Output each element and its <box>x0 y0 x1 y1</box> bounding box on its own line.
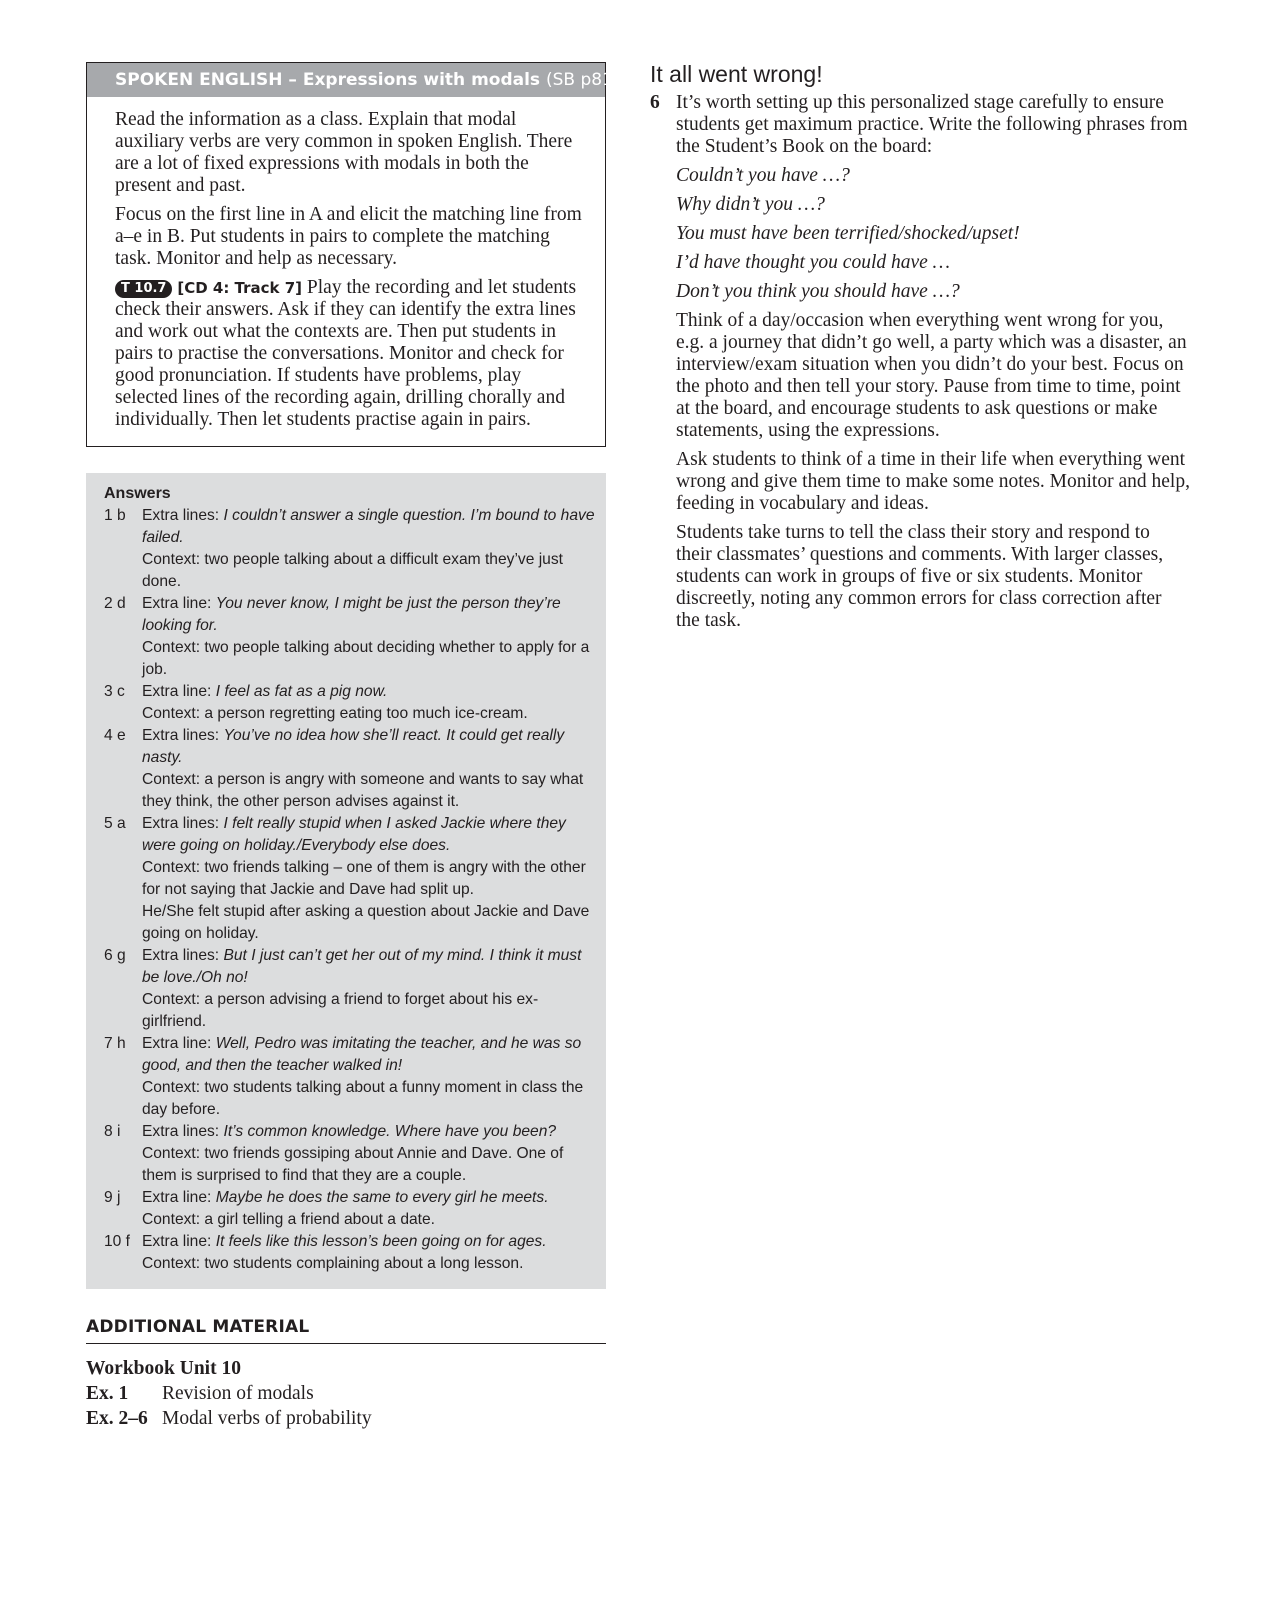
answers-panel <box>86 473 606 1289</box>
answer-number: 6 g <box>104 947 126 964</box>
answer-extra-line <box>142 505 600 549</box>
answer-number: 5 a <box>104 815 126 832</box>
exercise-text: Modal verbs of probability <box>162 1408 372 1429</box>
answer-extra-label: Extra lines: <box>142 1123 220 1140</box>
answer-context: Context: a person advising a friend to forget about his ex-girlfriend. <box>142 991 539 1030</box>
answer-extra-text: I feel as fat as a pig now. <box>215 683 388 700</box>
answer-extra-label: Extra line: <box>142 1035 212 1052</box>
answer-extra-text: You never know, I might be just the person they’re looking for. <box>142 595 561 634</box>
step-body <box>676 92 1190 639</box>
answer-context: Context: two students complaining about a long lesson. <box>142 1255 524 1272</box>
answer-item <box>104 681 600 725</box>
answer-number: 3 c <box>104 683 125 700</box>
answer-body <box>142 1121 600 1187</box>
left-column <box>86 62 620 1431</box>
answer-extra-label: Extra lines: <box>142 815 220 832</box>
answer-number: 4 e <box>104 727 126 744</box>
answer-extra-line <box>142 681 600 703</box>
answer-extra-text: I felt really stupid when I asked Jackie where they were going on holiday./Everybody else does. <box>142 815 566 854</box>
answer-extra-line <box>142 725 600 769</box>
answer-extra-label: Extra line: <box>142 1189 212 1206</box>
track-paragraph-text: Play the recording and let students check their answers. Ask if they can identify the extra lines and work out what the contexts are. Then put students in pairs to practise the conversations. Monitor and check for good pronunciation. If students have problems, play selected lines of the recording again, drilling chorally and individually. Then let students practise again in pairs. <box>115 277 577 430</box>
answer-extra-label: Extra lines: <box>142 727 220 744</box>
answer-number: 1 b <box>104 507 126 524</box>
answer-number: 7 h <box>104 1035 126 1052</box>
answer-context: Context: two friends talking – one of them is angry with the other for not saying that Jackie and Dave had split up. <box>142 859 586 898</box>
step-paragraph: Think of a day/occasion when everything went wrong for you, e.g. a journey that didn’t go well, a party which was a disaster, an interview/exam situation when you didn’t do your best. Focus on the photo and then tell your story. Pause from time to time, point at the board, and encourage students to ask questions or make statements, using the expressions. <box>676 310 1187 441</box>
answer-context: Context: two students talking about a funny moment in class the day before. <box>142 1079 584 1118</box>
answer-extra-text: Maybe he does the same to every girl he meets. <box>215 1189 549 1206</box>
spoken-paragraph: Read the information as a class. Explain that modal auxiliary verbs are very common in spoken English. There are a lot of fixed expressions with modals in both the present and past. <box>115 109 573 196</box>
answer-item <box>104 1187 600 1231</box>
answer-body <box>142 1231 600 1275</box>
spoken-track-paragraph <box>115 277 587 431</box>
exercise-row <box>86 1406 606 1431</box>
spoken-paragraph: Focus on the first line in A and elicit the matching line from a–e in B. Put students in pairs to complete the matching task. Monitor and help as necessary. <box>115 204 582 269</box>
answers-list <box>104 505 600 1275</box>
answer-context: Context: two people talking about deciding whether to apply for a job. <box>142 639 590 678</box>
answer-item <box>104 725 600 813</box>
answer-extra-line <box>142 1121 600 1143</box>
answer-extra-text: It’s common knowledge. Where have you been? <box>223 1123 557 1140</box>
answer-extra-label: Extra line: <box>142 595 212 612</box>
step-6 <box>650 92 1190 639</box>
spoken-english-heading: SPOKEN ENGLISH – Expressions with modals <box>115 70 541 90</box>
board-phrase: You must have been terrified/shocked/upset! <box>676 223 1020 244</box>
answer-context: Context: a person is angry with someone and wants to say what they think, the other person advises against it. <box>142 771 584 810</box>
answer-item <box>104 505 600 593</box>
answer-item <box>104 945 600 1033</box>
answer-extra-line <box>142 593 600 637</box>
answer-extra-text: It feels like this lesson’s been going on for ages. <box>215 1233 547 1250</box>
answer-context: Context: two friends gossiping about Annie and Dave. One of them is surprised to find that they are a couple. <box>142 1145 564 1184</box>
answer-context: He/She felt stupid after asking a question about Jackie and Dave going on holiday. <box>142 903 590 942</box>
exercise-label: Ex. 1 <box>86 1383 129 1404</box>
section-title: It all went wrong! <box>650 61 823 87</box>
answer-number: 8 i <box>104 1123 121 1140</box>
step-paragraph: Ask students to think of a time in their life when everything went wrong and give them time to make some notes. Monitor and help, feeding in vocabulary and ideas. <box>676 449 1190 514</box>
answer-body <box>142 593 600 681</box>
answer-extra-line <box>142 1033 600 1077</box>
answer-extra-label: Extra lines: <box>142 947 220 964</box>
answer-number: 2 d <box>104 595 126 612</box>
spoken-english-reference: (SB p81) <box>545 70 620 90</box>
board-phrase: Couldn’t you have …? <box>676 165 850 186</box>
exercise-row <box>86 1381 606 1406</box>
answer-item <box>104 1033 600 1121</box>
step-intro: It’s worth setting up this personalized stage carefully to ensure students get maximum practice. Write the following phrases from the Student’s Book on the board: <box>676 92 1188 157</box>
answer-body <box>142 813 600 945</box>
spoken-english-box <box>86 62 620 447</box>
answer-context: Context: a girl telling a friend about a date. <box>142 1211 435 1228</box>
answer-item <box>104 1121 600 1187</box>
board-phrase: I’d have thought you could have … <box>676 252 951 273</box>
answer-item <box>104 813 600 945</box>
answer-body <box>142 681 600 725</box>
step-paragraph: Students take turns to tell the class their story and respond to their classmates’ questions and comments. With larger classes, students can work in groups of five or six students. Monitor discreetly, noting any common errors for class correction after the task. <box>676 522 1164 631</box>
right-column <box>650 60 1190 639</box>
answer-extra-line <box>142 1231 600 1253</box>
spoken-english-header <box>87 63 620 97</box>
additional-material-heading: ADDITIONAL MATERIAL <box>86 1317 606 1344</box>
board-phrase: Don’t you think you should have …? <box>676 281 960 302</box>
answer-extra-label: Extra lines: <box>142 507 220 524</box>
additional-material <box>86 1317 606 1431</box>
answer-extra-label: Extra line: <box>142 1233 212 1250</box>
answer-body <box>142 505 600 593</box>
answer-body <box>142 945 600 1033</box>
answer-body <box>142 1187 600 1231</box>
answer-item <box>104 593 600 681</box>
track-badge: T 10.7 <box>115 280 172 298</box>
answer-extra-line <box>142 945 600 989</box>
workbook-title: Workbook Unit 10 <box>86 1358 241 1379</box>
answer-item <box>104 1231 600 1275</box>
track-reference: [CD 4: Track 7] <box>177 279 303 297</box>
answer-body <box>142 725 600 813</box>
answer-extra-text: You’ve no idea how she’ll react. It could get really nasty. <box>142 727 565 766</box>
answer-extra-line <box>142 813 600 857</box>
answer-number: 9 j <box>104 1189 121 1206</box>
answer-extra-text: Well, Pedro was imitating the teacher, and he was so good, and then the teacher walked in! <box>142 1035 582 1074</box>
answer-extra-label: Extra line: <box>142 683 212 700</box>
answer-extra-text: But I just can’t get her out of my mind. I think it must be love./Oh no! <box>142 947 582 986</box>
step-number: 6 <box>650 92 660 113</box>
answer-extra-text: I couldn’t answer a single question. I’m bound to have failed. <box>142 507 595 546</box>
answer-context: Context: a person regretting eating too much ice-cream. <box>142 705 528 722</box>
answer-body <box>142 1033 600 1121</box>
answer-extra-line <box>142 1187 600 1209</box>
answer-number: 10 f <box>104 1233 131 1250</box>
answers-title: Answers <box>104 485 171 502</box>
spoken-english-body <box>87 97 605 446</box>
board-phrase: Why didn’t you …? <box>676 194 825 215</box>
exercise-text: Revision of modals <box>162 1383 314 1404</box>
exercise-label: Ex. 2–6 <box>86 1408 148 1429</box>
answer-context: Context: two people talking about a difficult exam they’ve just done. <box>142 551 563 590</box>
